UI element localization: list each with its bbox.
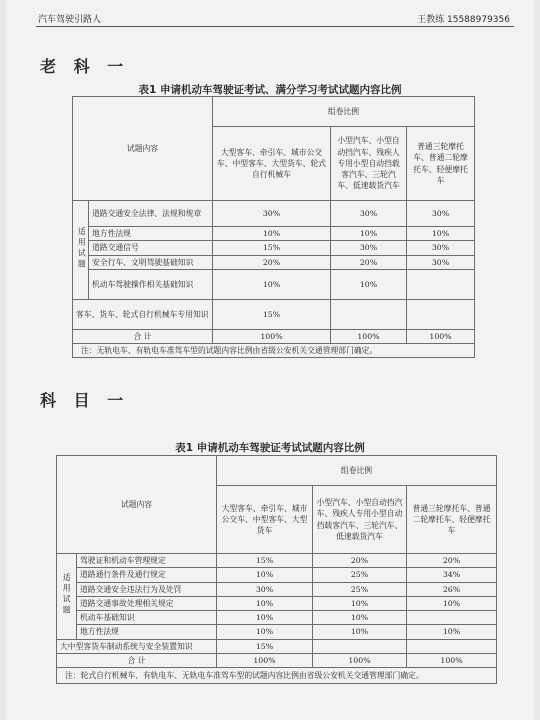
table2-cell: 10% bbox=[217, 568, 313, 582]
table2-row-label: 驾驶证和机动车管理规定 bbox=[77, 554, 217, 568]
table2-row-label: 机动车基础知识 bbox=[77, 611, 217, 625]
table1-total-label: 合 计 bbox=[73, 329, 213, 343]
table2-corner-cell: 试题内容 bbox=[57, 456, 217, 554]
table1-extra-row-value: 15% bbox=[213, 299, 331, 329]
table1-cell: 30% bbox=[213, 201, 331, 227]
table2-cell: 10% bbox=[313, 596, 407, 610]
table2-extra-row-label: 大中型客货车制动系统与安全装置知识 bbox=[57, 639, 217, 653]
table2-side-label-cell bbox=[57, 554, 77, 640]
table2-column-header: 小型汽车、小型自动挡汽车、残疾人专用小型自动挡载客汽车、三轮汽车、低速载货汽车 bbox=[313, 486, 407, 554]
table1-cell: 20% bbox=[213, 255, 331, 269]
table2-cell: 26% bbox=[407, 582, 497, 596]
header-contact-text: 王教练 15588979356 bbox=[417, 15, 510, 25]
table2-empty-cell bbox=[407, 639, 497, 653]
table1-total-cell: 100% bbox=[407, 329, 475, 343]
table2-total-label: 合 计 bbox=[57, 654, 217, 668]
table1-corner-cell: 试题内容 bbox=[73, 97, 213, 201]
header-divider bbox=[36, 26, 514, 27]
table1-cell: 30% bbox=[331, 241, 407, 255]
table2-cell: 20% bbox=[313, 554, 407, 568]
table2-column-header: 大型客车、牵引车、城市公交车、中型客车、大型货车 bbox=[217, 486, 313, 554]
table2-cell bbox=[407, 611, 497, 625]
table2-cell: 25% bbox=[313, 568, 407, 582]
table2-row-label: 道路交通事故处理相关规定 bbox=[77, 596, 217, 610]
table1-column-header: 大型客车、牵引车、城市公交车、中型客车、大型货车、轮式自行机械车 bbox=[213, 127, 331, 201]
table2-cell: 10% bbox=[217, 611, 313, 625]
table2-cell: 10% bbox=[217, 596, 313, 610]
table1-cell: 10% bbox=[407, 227, 475, 241]
document-page bbox=[6, 0, 534, 720]
table2-group-header: 组卷比例 bbox=[217, 456, 497, 486]
table1-total-cell: 100% bbox=[213, 329, 331, 343]
table2-cell: 10% bbox=[217, 625, 313, 639]
table1-cell: 30% bbox=[331, 201, 407, 227]
table1-group-header: 组卷比例 bbox=[213, 97, 475, 127]
table2-row-label: 道路通行条件及通行规定 bbox=[77, 568, 217, 582]
table1-footnote: 注：无轨电车、有轨电车准驾车型的试题内容比例由省级公安机关交通管理部门确定。 bbox=[73, 344, 475, 358]
table1-column-header: 小型汽车、小型自动挡汽车、残疾人专用小型自动挡载客汽车、三轮汽车、低速载货汽车 bbox=[331, 127, 407, 201]
table1-cell: 30% bbox=[407, 241, 475, 255]
table1-empty-cell bbox=[407, 299, 475, 329]
table2-extra-row-value: 15% bbox=[217, 639, 313, 653]
table1-cell: 30% bbox=[407, 255, 475, 269]
table1-cell: 20% bbox=[331, 255, 407, 269]
table2-total-cell: 100% bbox=[313, 654, 407, 668]
table1-side-label: 适用试题 bbox=[77, 226, 87, 270]
table1-row-label: 机动车驾驶操作相关基础知识 bbox=[89, 269, 213, 299]
table1-cell: 30% bbox=[407, 201, 475, 227]
table1-row-label: 安全行车、文明驾驶基础知识 bbox=[89, 255, 213, 269]
section-heading-old-subject-one: 老 科 一 bbox=[40, 57, 130, 76]
table2-cell: 34% bbox=[407, 568, 497, 582]
table1-row-label: 道路交通安全法律、法规和规章 bbox=[89, 201, 213, 227]
table1-cell: 10% bbox=[213, 227, 331, 241]
table1-row-label: 道路交通信号 bbox=[89, 241, 213, 255]
header-left-text: 汽车驾驶引路人 bbox=[38, 15, 102, 25]
table1-column-header: 普通三轮摩托车、普通二轮摩托车、轻便摩托车 bbox=[407, 127, 475, 201]
table1-cell bbox=[407, 269, 475, 299]
table2-cell: 30% bbox=[217, 582, 313, 596]
table1-extra-row-label: 客车、货车、轮式自行机械车专用知识 bbox=[73, 299, 213, 329]
ratio-table-1 bbox=[72, 96, 475, 358]
table-title-1: 表1 申请机动车驾驶证考试、满分学习考试试题内容比例 bbox=[138, 84, 402, 96]
table2-column-header: 普通三轮摩托车、普通二轮摩托车、轻便摩托车 bbox=[407, 486, 497, 554]
table1-total-cell: 100% bbox=[331, 329, 407, 343]
table1-cell: 15% bbox=[213, 241, 331, 255]
table-title-2: 表1 申请机动车驾驶证考试试题内容比例 bbox=[175, 442, 365, 454]
table1-cell: 10% bbox=[331, 227, 407, 241]
table1-side-label-cell bbox=[73, 201, 89, 300]
table2-cell: 10% bbox=[407, 596, 497, 610]
table2-cell: 25% bbox=[313, 582, 407, 596]
table2-row-label: 地方性法规 bbox=[77, 625, 217, 639]
table2-cell: 10% bbox=[407, 625, 497, 639]
section-heading-subject-one: 科 目 一 bbox=[40, 391, 130, 410]
table2-side-label: 适用试题 bbox=[62, 573, 72, 617]
table2-empty-cell bbox=[313, 639, 407, 653]
table2-total-cell: 100% bbox=[217, 654, 313, 668]
table1-empty-cell bbox=[331, 299, 407, 329]
ratio-table-2 bbox=[56, 455, 497, 684]
table1-cell: 10% bbox=[331, 269, 407, 299]
table2-cell: 20% bbox=[407, 554, 497, 568]
table2-row-label: 道路交通安全违法行为及处罚 bbox=[77, 582, 217, 596]
table2-total-cell: 100% bbox=[407, 654, 497, 668]
table2-cell: 10% bbox=[313, 611, 407, 625]
table2-cell: 10% bbox=[313, 625, 407, 639]
table1-cell: 10% bbox=[213, 269, 331, 299]
table2-cell: 15% bbox=[217, 554, 313, 568]
table1-row-label: 地方性法规 bbox=[89, 227, 213, 241]
table2-footnote: 注：轮式自行机械车、有轨电车、无轨电车准驾车型的试题内容比例由省级公安机关交通管理部门确定。 bbox=[57, 668, 497, 684]
